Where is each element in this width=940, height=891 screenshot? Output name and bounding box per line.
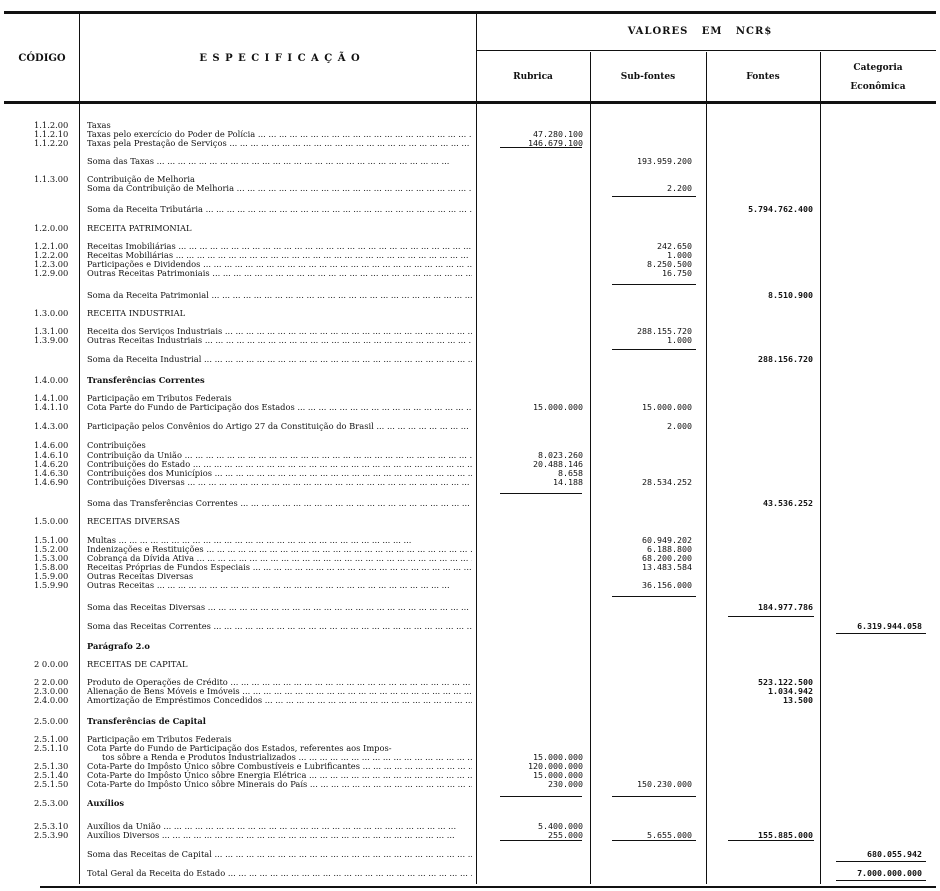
header-subrule xyxy=(476,50,936,51)
row-description: Soma das Receitas de Capital ... . xyxy=(87,849,472,859)
value-rubrica: 20.488.146 xyxy=(533,459,583,469)
value-subfontes: 15.000.000 xyxy=(642,402,692,412)
row-code: 1.2.3.00 xyxy=(34,259,69,269)
bottom-rule xyxy=(40,886,936,888)
value-rubrica: 120.000.000 xyxy=(528,761,583,771)
row-description: Soma da Receita Tributária ... . xyxy=(87,204,472,214)
row-description: Taxas xyxy=(87,120,111,130)
value-subfontes: 8.250.500 xyxy=(647,259,692,269)
row-description: Soma das Transferências Correntes ... . xyxy=(87,498,472,508)
row-description: Auxílios xyxy=(87,798,125,808)
col-line-rubrica xyxy=(590,52,591,884)
subtotal-rule xyxy=(612,349,696,350)
row-description: tos sôbre a Renda e Produtos Industrializados ... . xyxy=(102,752,472,762)
value-subfontes: 68.200.200 xyxy=(642,553,692,563)
row-description: Cota Parte do Fundo de Participação dos Estados, referentes aos Impos- xyxy=(87,743,392,753)
header-rubrica: Rubrica xyxy=(513,72,553,82)
value-subfontes: 60.949.202 xyxy=(642,535,692,545)
row-code: 2.5.1.00 xyxy=(34,734,69,744)
subtotal-rule xyxy=(612,284,696,285)
row-code: 1.1.3.00 xyxy=(34,174,69,184)
row-description: Taxas pela Prestação de Serviços ... . xyxy=(87,138,472,148)
row-description: Multas ... . xyxy=(87,535,472,545)
top-rule xyxy=(4,11,936,14)
row-code: 2.5.1.10 xyxy=(34,743,69,753)
subtotal-rule xyxy=(836,633,926,634)
row-code: 1.4.6.30 xyxy=(34,468,69,478)
row-description: Total Geral da Receita do Estado ... . xyxy=(87,868,472,878)
subtotal-rule xyxy=(500,147,582,148)
value-rubrica: 15.000.000 xyxy=(533,402,583,412)
subtotal-rule xyxy=(612,196,696,197)
value-rubrica: 5.400.000 xyxy=(538,821,583,831)
value-subfontes: 1.000 xyxy=(667,250,692,260)
value-fontes: 184.977.786 xyxy=(758,602,813,612)
row-description: Contribuições xyxy=(87,440,146,450)
row-description: Receitas Próprias de Fundos Especiais ... . xyxy=(87,562,472,572)
row-description: Indenizações e Restituições ... . xyxy=(87,544,472,554)
row-code: 1.1.2.10 xyxy=(34,129,69,139)
row-description: Receitas Imobiliárias ... . xyxy=(87,241,472,251)
row-code: 1.1.2.00 xyxy=(34,120,69,130)
value-subfontes: 5.655.000 xyxy=(647,830,692,840)
subtotal-rule xyxy=(612,796,696,797)
row-code: 1.4.1.00 xyxy=(34,393,69,403)
value-fontes: 288.156.720 xyxy=(758,354,813,364)
row-description: Transferências de Capital xyxy=(87,716,206,726)
header-valores: VALORES EM NCR$ xyxy=(627,26,773,37)
value-rubrica: 15.000.000 xyxy=(533,770,583,780)
value-rubrica: 146.679.100 xyxy=(528,138,583,148)
row-description: Soma das Receitas Correntes ... . xyxy=(87,621,472,631)
row-code: 2 2.0.00 xyxy=(34,677,69,687)
row-code: 2.5.3.10 xyxy=(34,821,69,831)
row-description: Soma da Receita Patrimonial ... . xyxy=(87,290,472,300)
value-subfontes: 242.650 xyxy=(657,241,692,251)
value-rubrica: 47.280.100 xyxy=(533,129,583,139)
row-description: Soma da Receita Industrial ... . xyxy=(87,354,472,364)
row-description: Alienação de Bens Móveis e Imóveis ... . xyxy=(87,686,472,696)
row-code: 2.5.1.30 xyxy=(34,761,69,771)
row-code: 1.4.0.00 xyxy=(34,375,69,385)
row-description: Contribuições Diversas ... . xyxy=(87,477,472,487)
col-line-code xyxy=(79,14,80,884)
row-description: RECEITAS DIVERSAS xyxy=(87,516,180,526)
row-description: Auxílios Diversos ... . xyxy=(87,830,472,840)
row-description: Cota-Parte do Impôsto Único sôbre Energia Elétrica ... . xyxy=(87,770,472,780)
row-description: Soma da Contribuição de Melhoria ... . xyxy=(87,183,472,193)
row-description: Participação em Tributos Federais xyxy=(87,393,232,403)
row-code: 1.5.9.90 xyxy=(34,580,69,590)
header-codigo: CÓDIGO xyxy=(18,53,66,64)
value-subfontes: 13.483.584 xyxy=(642,562,692,572)
col-line-subfontes xyxy=(706,52,707,884)
row-description: Produto de Operações de Crédito ... . xyxy=(87,677,472,687)
header-rule xyxy=(4,101,936,104)
value-subfontes: 28.534.252 xyxy=(642,477,692,487)
row-code: 1.4.1.10 xyxy=(34,402,69,412)
value-subfontes: 2.200 xyxy=(667,183,692,193)
value-rubrica: 8.658 xyxy=(558,468,583,478)
row-description: Receitas Mobiliárias ... . xyxy=(87,250,472,260)
row-description: Soma das Receitas Diversas ... . xyxy=(87,602,472,612)
row-code: 1.1.2.20 xyxy=(34,138,69,148)
value-subfontes: 6.188.800 xyxy=(647,544,692,554)
row-description: Soma das Taxas ... . xyxy=(87,156,472,166)
row-code: 1.4.6.10 xyxy=(34,450,69,460)
value-categoria: 7.000.000.000 xyxy=(857,868,922,878)
row-description: Contribuição da União ... . xyxy=(87,450,472,460)
row-description: Outras Receitas ... . xyxy=(87,580,472,590)
row-description: Contribuições dos Municípios ... . xyxy=(87,468,472,478)
value-fontes: 1.034.942 xyxy=(768,686,813,696)
row-code: 2.4.0.00 xyxy=(34,695,69,705)
value-categoria: 680.055.942 xyxy=(867,849,922,859)
row-description: Outras Receitas Patrimoniais ... . xyxy=(87,268,472,278)
row-description: Taxas pelo exercício do Poder de Polícia ... . xyxy=(87,129,472,139)
value-rubrica: 255.000 xyxy=(548,830,583,840)
row-code: 1.5.1.00 xyxy=(34,535,69,545)
subtotal-rule xyxy=(500,840,582,841)
value-subfontes: 150.230.000 xyxy=(637,779,692,789)
subtotal-rule xyxy=(836,861,926,862)
row-code: 2.5.3.90 xyxy=(34,830,69,840)
value-subfontes: 1.000 xyxy=(667,335,692,345)
row-code: 1.2.9.00 xyxy=(34,268,69,278)
subtotal-rule xyxy=(728,616,814,617)
row-code: 1.5.3.00 xyxy=(34,553,69,563)
row-description: Parágrafo 2.o xyxy=(87,641,150,651)
value-rubrica: 14.188 xyxy=(553,477,583,487)
row-description: Participação pelos Convênios do Artigo 27 da Constituição do Brasil ... . xyxy=(87,421,472,431)
row-description: Amortização de Empréstimos Concedidos ... . xyxy=(87,695,472,705)
row-code: 1.3.1.00 xyxy=(34,326,69,336)
row-code: 1.2.1.00 xyxy=(34,241,69,251)
row-code: 2.5.1.50 xyxy=(34,779,69,789)
col-line-fontes xyxy=(820,52,821,884)
subtotal-rule xyxy=(500,796,582,797)
row-description: Auxílios da União ... . xyxy=(87,821,472,831)
value-fontes: 523.122.500 xyxy=(758,677,813,687)
value-fontes: 155.885.000 xyxy=(758,830,813,840)
row-code: 1.3.9.00 xyxy=(34,335,69,345)
subtotal-rule xyxy=(836,880,926,881)
row-description: Transferências Correntes xyxy=(87,375,205,385)
row-code: 1.4.6.90 xyxy=(34,477,69,487)
value-subfontes: 288.155.720 xyxy=(637,326,692,336)
row-description: Cota-Parte do Impôsto Único sôbre Minerais do País ... . xyxy=(87,779,472,789)
row-code: 1.5.8.00 xyxy=(34,562,69,572)
row-description: Cota Parte do Fundo de Participação dos Estados ... . xyxy=(87,402,472,412)
row-description: Contribuições do Estado ... . xyxy=(87,459,472,469)
row-description: Participação em Tributos Federais xyxy=(87,734,232,744)
row-code: 2.3.0.00 xyxy=(34,686,69,696)
header-subfontes: Sub-fontes xyxy=(620,72,676,82)
row-code: 2 0.0.00 xyxy=(34,659,69,669)
row-code: 1.4.6.20 xyxy=(34,459,69,469)
subtotal-rule xyxy=(612,596,696,597)
col-line-desc xyxy=(476,14,477,884)
subtotal-rule xyxy=(612,840,696,841)
header-fontes: Fontes xyxy=(746,72,780,82)
row-description: Outras Receitas Industriais ... . xyxy=(87,335,472,345)
row-code: 1.5.2.00 xyxy=(34,544,69,554)
row-description: Cobrança da Dívida Ativa ... . xyxy=(87,553,472,563)
row-code: 1.4.3.00 xyxy=(34,421,69,431)
row-code: 2.5.0.00 xyxy=(34,716,69,726)
row-code: 1.2.0.00 xyxy=(34,223,69,233)
row-code: 1.5.0.00 xyxy=(34,516,69,526)
row-code: 2.5.1.40 xyxy=(34,770,69,780)
value-subfontes: 2.000 xyxy=(667,421,692,431)
value-rubrica: 8.023.260 xyxy=(538,450,583,460)
value-fontes: 13.500 xyxy=(783,695,813,705)
row-code: 1.2.2.00 xyxy=(34,250,69,260)
row-description: Outras Receitas Diversas xyxy=(87,571,194,581)
value-subfontes: 36.156.000 xyxy=(642,580,692,590)
value-fontes: 8.510.900 xyxy=(768,290,813,300)
subtotal-rule xyxy=(500,493,582,494)
row-code: 2.5.3.00 xyxy=(34,798,69,808)
value-fontes: 43.536.252 xyxy=(763,498,813,508)
row-description: RECEITA PATRIMONIAL xyxy=(87,223,192,233)
subtotal-rule xyxy=(728,840,814,841)
row-description: Cota-Parte do Impôsto Único sôbre Combustíveis e Lubrificantes ... . xyxy=(87,761,472,771)
value-subfontes: 16.750 xyxy=(662,268,692,278)
row-code: 1.5.9.00 xyxy=(34,571,69,581)
header-categoria-2: Econômica xyxy=(850,82,906,92)
row-code: 1.4.6.00 xyxy=(34,440,69,450)
value-categoria: 6.319.944.058 xyxy=(857,621,922,631)
row-description: Participações e Dividendos ... . xyxy=(87,259,472,269)
value-fontes: 5.794.762.400 xyxy=(748,204,813,214)
row-description: Receita dos Serviços Industriais ... . xyxy=(87,326,472,336)
value-rubrica: 15.000.000 xyxy=(533,752,583,762)
value-subfontes: 193.959.200 xyxy=(637,156,692,166)
header-especificacao: E S P E C I F I C A Ç Ã O xyxy=(199,53,361,64)
row-code: 1.3.0.00 xyxy=(34,308,69,318)
header-categoria-1: Categoria xyxy=(853,63,903,73)
value-rubrica: 230.000 xyxy=(548,779,583,789)
row-description: RECEITAS DE CAPITAL xyxy=(87,659,188,669)
row-description: Contribuição de Melhoria xyxy=(87,174,195,184)
row-description: RECEITA INDUSTRIAL xyxy=(87,308,186,318)
